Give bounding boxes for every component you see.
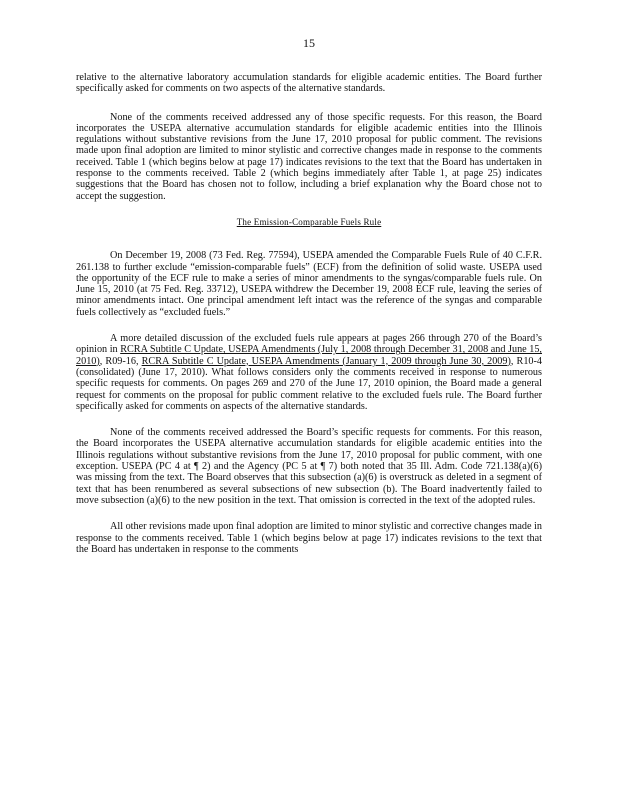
page-number: 15 [303, 36, 315, 50]
paragraph-excluded-fuels-discussion [76, 333, 542, 412]
case-citation: RCRA Subtitle C Update, USEPA Amendments (July 1, 2008 through December 31, 2008 and June 15, 2010) [76, 344, 542, 367]
paragraph-exception: None of the comments received addressed the Board’s specific requests for comments. For this reason, the Board incorporates the USEPA alternative accumulation standards for eligible academic entities into the Illinois regulations without substantive revisions from the June 17, 2010 proposal for public comment, with one exception. USEPA (PC 4 at ¶ 2) and the Agency (PC 5 at ¶ 7) both noted that 35 Ill. Adm. Code 721.138(a)(6) was missing from the text. The Board observes that this subsection (a)(6) is overstruck as deleted in a segment of text that has been renumbered as several subsections of new subsection (b). The Board inadvertently failed to move subsection (a)(6) to the new position in the text. That omission is corrected in the text of the adopted rules. [76, 427, 542, 506]
paragraph-no-comments: None of the comments received addressed any of those specific requests. For this reason, the Board incorporates the USEPA alternative accumulation standards for eligible academic entities into the Illinois regulations without substantive revisions from the June 17, 2010 proposal for public comment. The revisions made upon final adoption are limited to minor stylistic and corrective changes made in response to the comments received. Table 1 (which begins below at page 17) indicates revisions to the text that the Board has undertaken in response to the comments received. Table 2 (which begins immediately after Table 1, at page 25) indicates suggestions that the Board has chosen not to follow, including a brief explanation why the Board chose not to accept the suggestion. [76, 111, 542, 202]
section-heading: The Emission-Comparable Fuels Rule [236, 216, 382, 227]
paragraph-text: , R09-16, [99, 355, 142, 367]
paragraph-text: A more detailed discussion of the excluded fuels rule appears at pages 266 through 270 of the Board’s opinion in [76, 333, 542, 356]
paragraph-text: , R10-4 (consolidated) (June 17, 2010). What follows considers only the comments received in response to numerous specific requests for comments. On pages 269 and 270 of the June 17, 2010 opinion, the Board made a general request for comments on the proposal for public comment relative to the excluded fuels rule. The Board further specifically asked for comments on aspects of the alternative standards. [76, 355, 542, 412]
paragraph-ecf-amendment: On December 19, 2008 (73 Fed. Reg. 77594), USEPA amended the Comparable Fuels Rule of 40 C.F.R. 261.138 to further exclude “emission-comparable fuels” (ECF) from the definition of solid waste. USEPA used the opportunity of the ECF rule to make a series of minor amendments to the syngas/comparable fuels rule. On June 15, 2010 (at 75 Fed. Reg. 33712), USEPA withdrew the December 19, 2008 ECF rule, leaving the series of minor amendments intact. One principal amendment left intact was the reference of the syngas and comparable fuels collectively as “excluded fuels.” [76, 250, 542, 318]
case-citation: RCRA Subtitle C Update, USEPA Amendments (January 1, 2009 through June 30, 2009) [141, 355, 511, 367]
paragraph-continuation: relative to the alternative laboratory accumulation standards for eligible academic entities. The Board further specifically asked for comments on two aspects of the alternative standards. [76, 72, 542, 95]
document-body [76, 72, 542, 570]
paragraph-other-revisions: All other revisions made upon final adoption are limited to minor stylistic and corrective changes made in response to the comments received. Table 1 (which begins below at page 17) indicates revisions to the text that the Board has undertaken in response to the comments [76, 521, 542, 555]
